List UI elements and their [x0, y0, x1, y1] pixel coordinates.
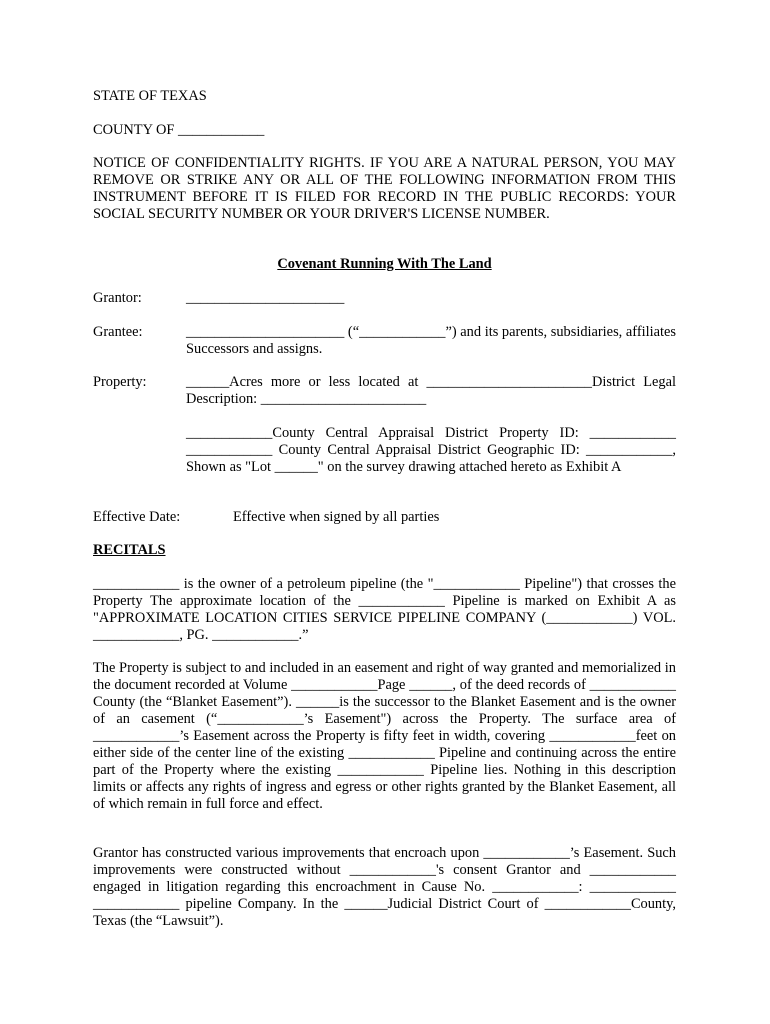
- confidentiality-notice: NOTICE OF CONFIDENTIALITY RIGHTS. IF YOU ARE A NATURAL PERSON, YOU MAY REMOVE OR STRIKE ANY OR ALL OF THE FOLLOWING INFORMATION FROM THIS INSTRUMENT BEFORE IT IS FILED FOR RECORD IN THE PUBLIC RECORDS: YOUR SOCIAL SECURITY NUMBER OR YOUR DRIVER'S LICENSE NUMBER.: [93, 155, 676, 222]
- recital-paragraph-3: Grantor has constructed various improvements that encroach upon ____________’s Easement. Such improvements were constructed without ____________'s consent Grantor and ____________ engaged in litigation regarding this encroachment in Cause No. ____________: ____________ ____________ pipeline Company. In the ______Judicial District Court of ____________County, Texas (the “Lawsuit”).: [93, 845, 676, 929]
- grantor-field: [93, 290, 676, 307]
- effective-date-label: Effective Date:: [93, 509, 181, 525]
- property-appraisal-ids: ____________County Central Appraisal District Property ID: ____________ ____________ County Central Appraisal District Geographic ID: ____________, Shown as "Lot ______" on the survey drawing attached hereto as Exhibit A: [186, 425, 676, 475]
- grantee-value: ______________________ (“____________”) and its parents, subsidiaries, affiliates Successors and assigns.: [186, 324, 676, 357]
- property-value: [186, 374, 676, 476]
- recitals-heading: RECITALS: [93, 542, 166, 558]
- grantee-field: [93, 324, 676, 358]
- grantee-label: Grantee:: [93, 324, 143, 340]
- grantor-value: ______________________: [186, 290, 345, 306]
- county-line: COUNTY OF ____________: [93, 122, 265, 138]
- property-field: [93, 374, 676, 476]
- document-title: Covenant Running With The Land: [277, 256, 492, 272]
- property-label: Property:: [93, 374, 147, 390]
- property-acres: ______Acres more or less located at _______________________District Legal Description: _______________________: [186, 374, 676, 407]
- recital-paragraph-1: ____________ is the owner of a petroleum pipeline (the "____________ Pipeline") that crosses the Property The approximate location of the ____________ Pipeline is marked on Exhibit A as "APPROXIMATE LOCATION CITIES SERVICE PIPELINE COMPANY (____________) VOL. ____________, PG. ____________.”: [93, 576, 676, 643]
- effective-date-value: Effective when signed by all parties: [233, 509, 440, 525]
- recital-paragraph-2: The Property is subject to and included in an easement and right of way granted and memorialized in the document recorded at Volume ____________Page ______, of the deed records of ____________ County (the “Blanket Easement”). ______is the successor to the Blanket Easement and is the owner of an casement (“____________’s Easement") across the Property. The surface area of ____________’s Easement across the Property is fifty feet in width, covering ____________feet on either side of the center line of the existing ____________ Pipeline and continuing across the entire part of the Property where the existing ____________ Pipeline lies. Nothing in this description limits or affects any rights of ingress and egress or other rights granted by the Blanket Easement, all of which remain in full force and effect.: [93, 660, 676, 812]
- state-heading: STATE OF TEXAS: [93, 88, 207, 104]
- effective-date-field: [93, 509, 676, 526]
- grantor-label: Grantor:: [93, 290, 142, 306]
